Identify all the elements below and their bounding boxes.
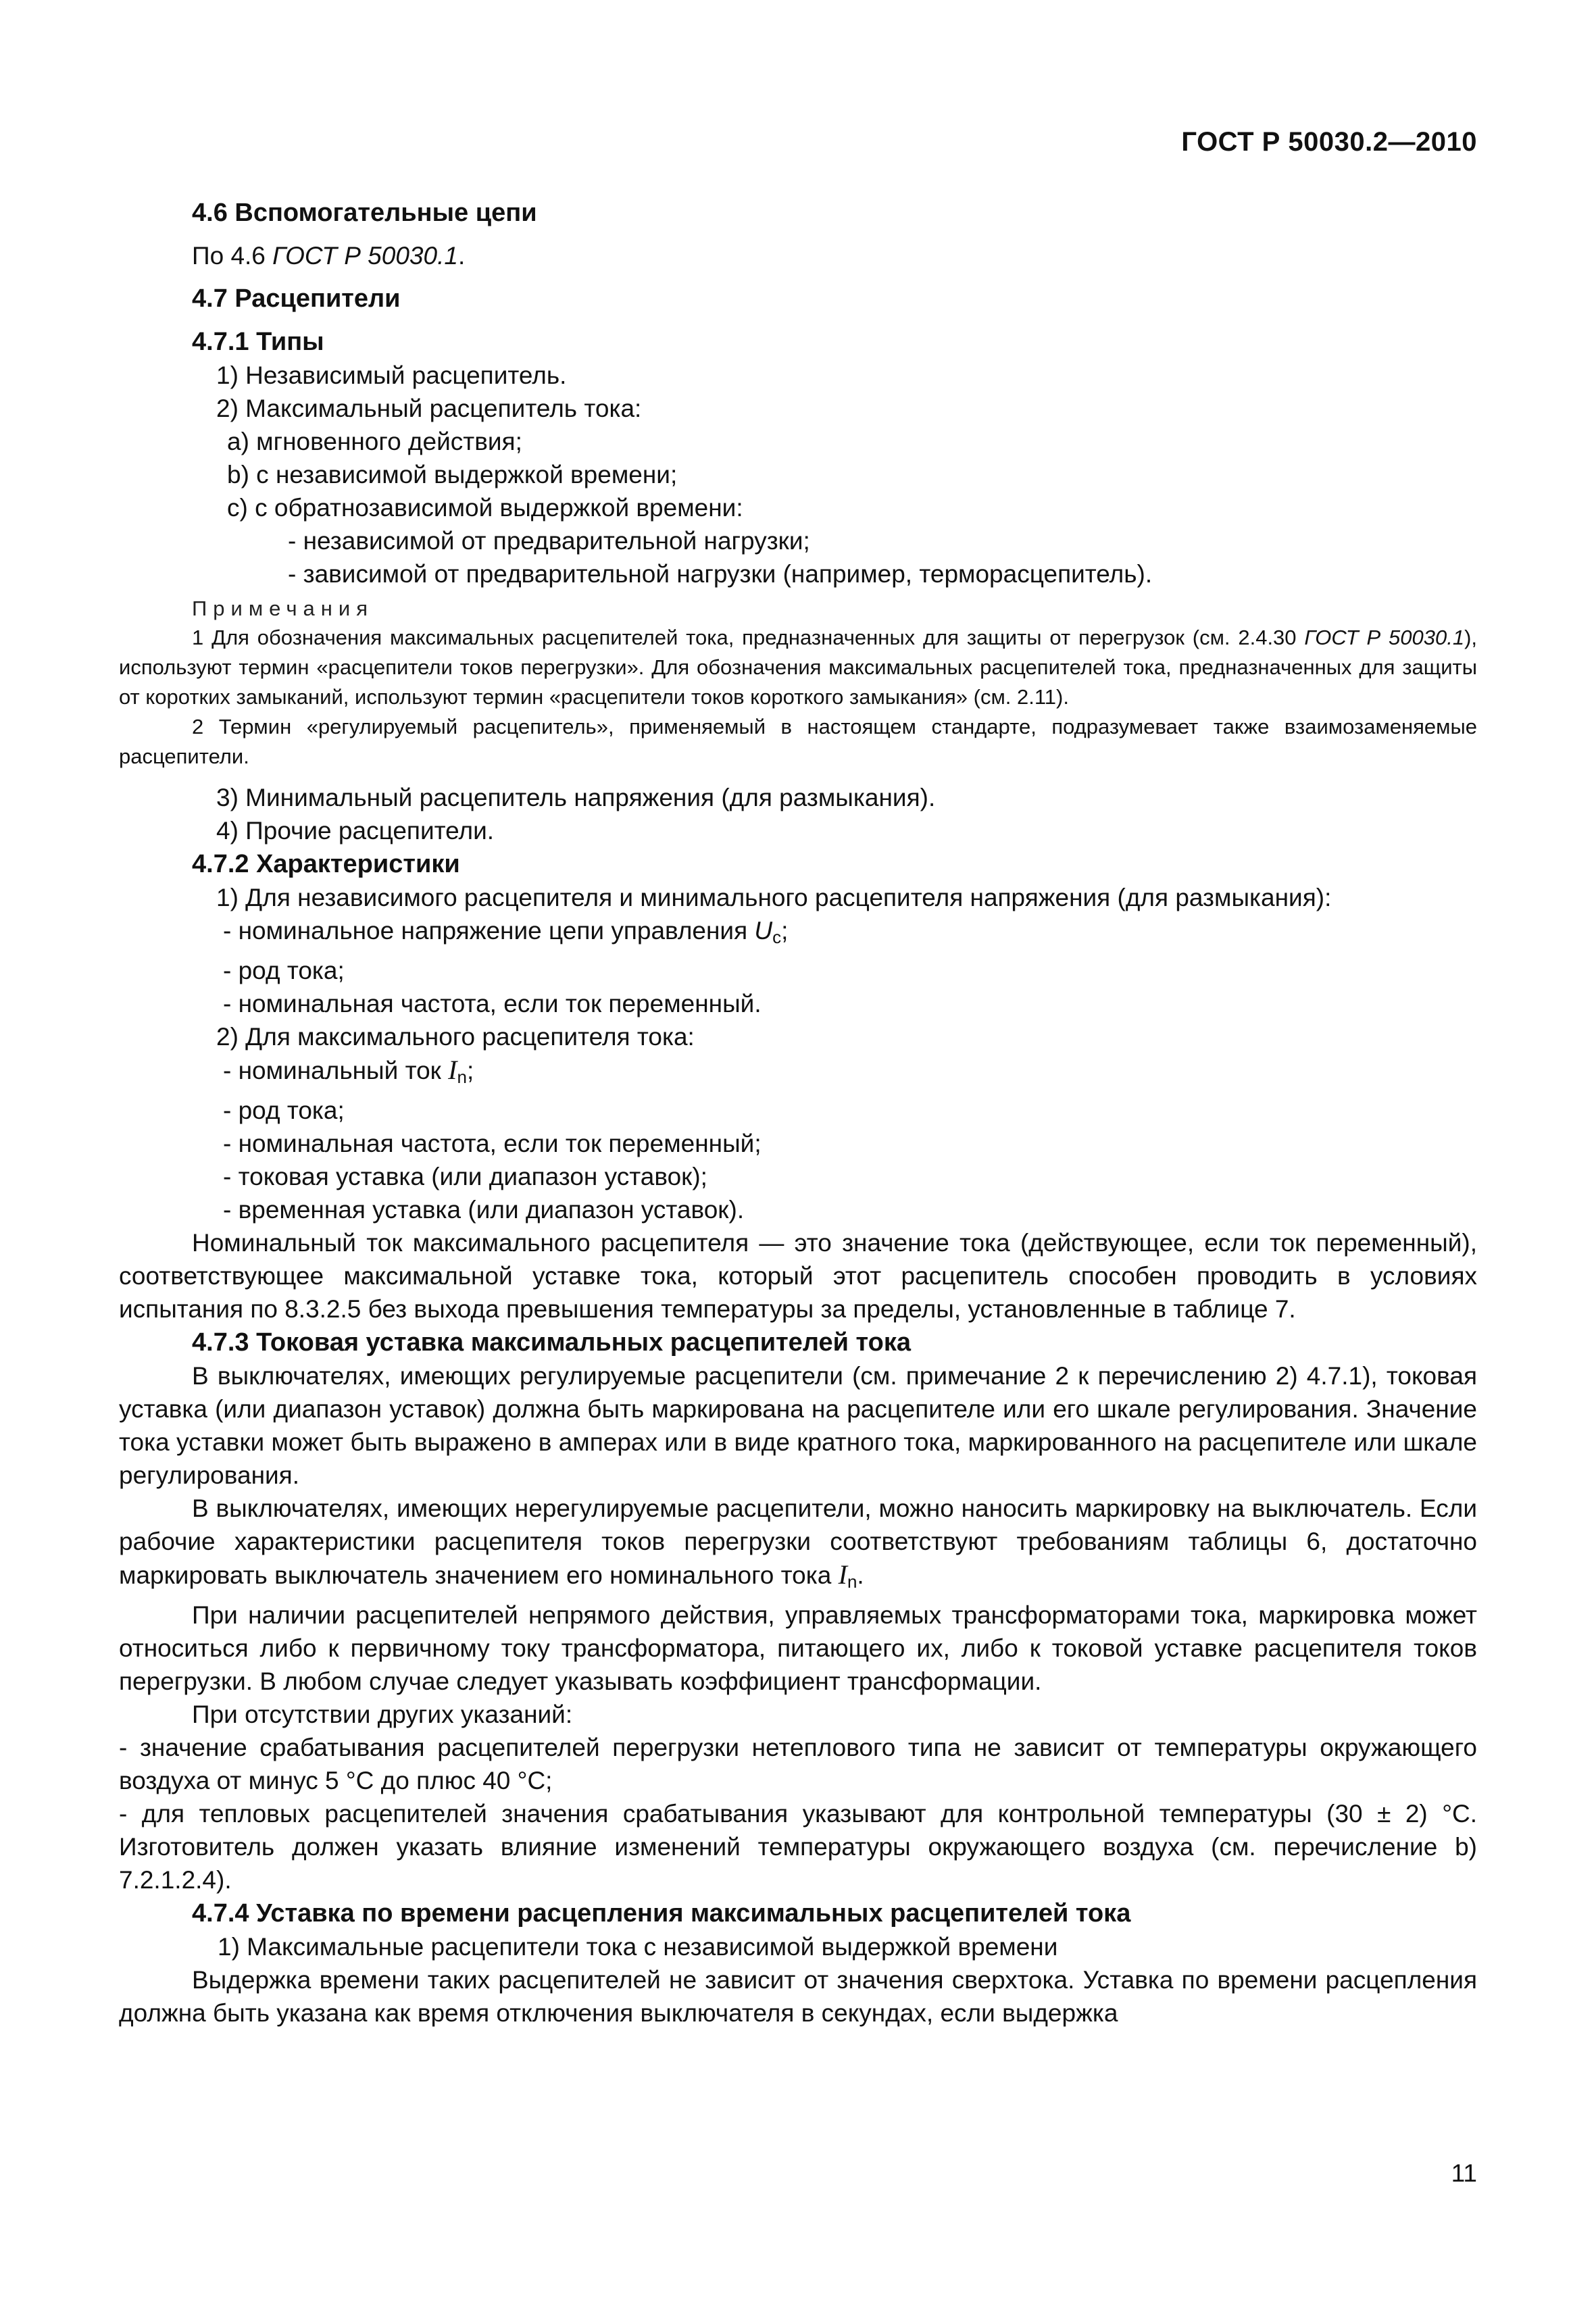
list-item: - номинальная частота, если ток переменный; <box>223 1130 762 1157</box>
symbol-in: I <box>838 1559 847 1590</box>
list-item: 1) Для независимого расцепителя и минимального расцепителя напряжения (для размыкания): <box>216 884 1332 911</box>
list-item: - временная уставка (или диапазон уставок). <box>223 1196 745 1224</box>
list-item: - зависимой от предварительной нагрузки (например, терморасцепитель). <box>288 560 1153 588</box>
section-4-7-2-heading: 4.7.2 Характеристики <box>192 850 460 878</box>
list-item: c) с обратнозависимой выдержкой времени: <box>227 494 743 522</box>
list-item: - номинальное напряжение цепи управления $U_c$; <box>223 917 789 947</box>
note-2: 2 Термин «регулируемый расцепитель», применяемый в настоящем стандарте, подразумевает также взаимозаменяемые расцепители. <box>119 715 1477 768</box>
section-4-7-heading: 4.7 Расцепители <box>192 284 401 313</box>
standard-code-header: ГОСТ Р 50030.2—2010 <box>1181 127 1477 157</box>
section-4-6-text: По 4.6 ГОСТ Р 50030.1. <box>192 242 466 270</box>
list-item: 1) Максимальные расцепители тока с независимой выдержкой времени <box>218 1933 1058 1961</box>
section-4-7-3-heading: 4.7.3 Токовая уставка максимальных расцепителей тока <box>192 1328 911 1357</box>
paragraph: При наличии расцепителей непрямого действия, управляемых трансформаторами тока, маркировка может относиться либо к первичному току трансформатора, питающего их, либо к токовой уставке расцепителя токов перегрузки. В любом случае следует указывать коэффициент трансформации. <box>119 1601 1477 1695</box>
paragraph: Выдержка времени таких расцепителей не зависит от значения сверхтока. Уставка по времени расцепления должна быть указана как время отключения выключателя в секундах, если выдержка <box>119 1966 1477 2027</box>
section-4-7-1-heading: 4.7.1 Типы <box>192 328 324 356</box>
paragraph: В выключателях, имеющих нерегулируемые расцепители, можно наносить маркировку на выключатель. Если рабочие характеристики расцепителя токов перегрузки соответствуют требованиям таблицы 6, достаточно маркировать выключатель значением его номинального тока $I_n$. <box>119 1494 1477 1592</box>
list-item: 4) Прочие расцепители. <box>216 817 495 845</box>
reference-gost: ГОСТ Р 50030.1 <box>272 242 458 270</box>
section-4-6-heading: 4.6 Вспомогательные цепи <box>192 199 537 227</box>
paragraph: При отсутствии других указаний: <box>192 1701 573 1728</box>
list-item: 2) Максимальный расцепитель тока: <box>216 395 642 422</box>
list-item: - номинальный ток $I_n$; <box>223 1055 474 1087</box>
list-item: a) мгновенного действия; <box>227 428 522 455</box>
paragraph: - значение срабатывания расцепителей перегрузки нетеплового типа не зависит от температуры окружающего воздуха от минус 5 °С до плюс 40 °С; <box>119 1734 1477 1794</box>
list-item: - номинальная частота, если ток переменный. <box>223 990 762 1017</box>
section-4-7-4-heading: 4.7.4 Уставка по времени расцепления максимальных расцепителей тока <box>192 1899 1131 1928</box>
note-1: 1 Для обозначения максимальных расцепителей тока, предназначенных для защиты от перегрузок (см. 2.4.30 ГОСТ Р 50030.1), используют термин «расцепители токов перегрузки». Для обозначения максимальных расцепителей тока, предназначенных для защиты от коротких замыканий, используют термин «расцепители токов короткого замыкания» (см. 2.11). <box>119 626 1477 709</box>
list-item: 1) Независимый расцепитель. <box>216 361 567 389</box>
list-item: - независимой от предварительной нагрузки; <box>288 527 810 555</box>
paragraph: - для тепловых расцепителей значения срабатывания указывают для контрольной температуры (30 ± 2) °С. Изготовитель должен указать влияние изменений температуры окружающего воздуха (см. перечисление b) 7.2.1.2.4). <box>119 1800 1477 1894</box>
page-number: 11 <box>1451 2159 1477 2187</box>
symbol-uc: U <box>754 917 773 945</box>
notes-title: Примечания <box>192 597 374 620</box>
paragraph: Номинальный ток максимального расцепителя — это значение тока (действующее, если ток переменный), соответствующее максимальной уставке тока, который этот расцепитель способен проводить в условиях испытания по 8.3.2.5 без выхода превышения температуры за пределы, установленные в таблице 7. <box>119 1229 1477 1323</box>
list-item: 2) Для максимального расцепителя тока: <box>216 1023 695 1051</box>
list-item: 3) Минимальный расцепитель напряжения (для размыкания). <box>216 784 936 811</box>
list-item: - род тока; <box>223 1097 345 1124</box>
list-item: - токовая уставка (или диапазон уставок); <box>223 1163 707 1190</box>
list-item: b) с независимой выдержкой времени; <box>227 461 678 488</box>
paragraph: В выключателях, имеющих регулируемые расцепители (см. примечание 2 к перечислению 2) 4.7.1), токовая уставка (или диапазон уставок) должна быть маркирована на расцепителе или его шкале регулирования. Значение тока уставки может быть выражено в амперах или в виде кратного тока, маркированного на расцепителе или шкале регулирования. <box>119 1362 1477 1489</box>
page-content <box>119 196 1477 2030</box>
symbol-in: I <box>448 1055 457 1085</box>
list-item: - род тока; <box>223 957 345 984</box>
